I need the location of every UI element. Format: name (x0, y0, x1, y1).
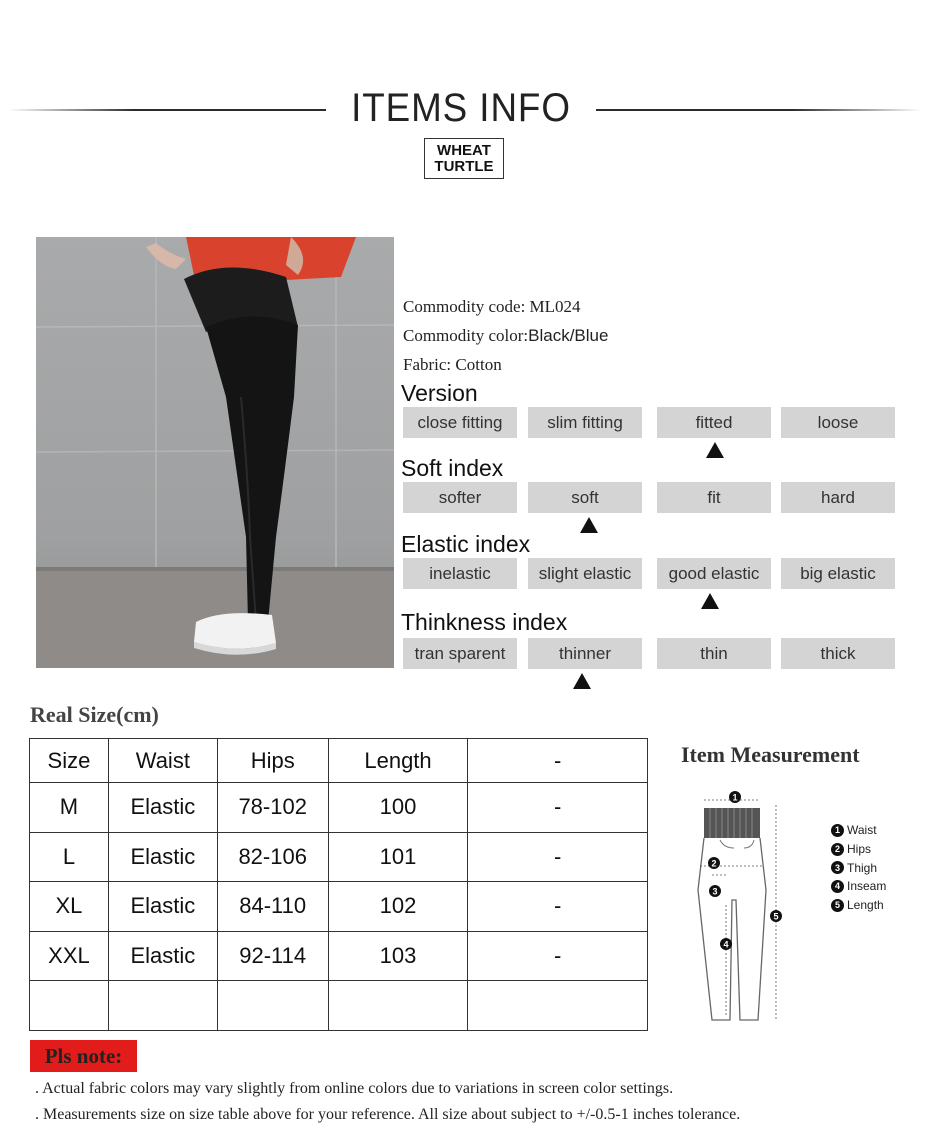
elastic-index-selected-marker (701, 593, 719, 609)
legend-number: 5 (831, 899, 844, 912)
brand-logo (424, 138, 504, 179)
size-table (29, 738, 648, 1031)
size-cell (30, 981, 109, 1031)
legend-item (831, 877, 886, 896)
table-row (30, 931, 648, 981)
hips-cell: 92-114 (217, 931, 328, 981)
legend-label: Length (847, 898, 884, 913)
hips-cell: 78-102 (217, 783, 328, 833)
size-table-header: - (468, 739, 648, 783)
note-badge: Pls note: (30, 1040, 137, 1072)
waist-cell: Elastic (108, 832, 217, 882)
hips-cell: 84-110 (217, 882, 328, 932)
legend-item (831, 840, 886, 859)
elastic-index-option: big elastic (781, 558, 895, 589)
waist-cell: Elastic (108, 931, 217, 981)
commodity-code-label: Commodity code: (403, 297, 526, 316)
version-option: slim fitting (528, 407, 642, 438)
size-cell: XXL (30, 931, 109, 981)
thinkness-index-option: thinner (528, 638, 642, 669)
legend-label: Hips (847, 842, 872, 857)
header-line-left (8, 109, 326, 111)
legend-number: 2 (831, 843, 844, 856)
header-line-right (596, 109, 922, 111)
hips-cell (217, 981, 328, 1031)
length-cell: 103 (328, 931, 468, 981)
size-table-header-row (30, 739, 648, 783)
version-option: close fitting (403, 407, 517, 438)
version-option: fitted (657, 407, 771, 438)
svg-text:1: 1 (732, 792, 738, 803)
measurement-title: Item Measurement (681, 742, 860, 767)
commodity-color-label: Commodity color: (403, 326, 529, 345)
svg-text:2: 2 (711, 858, 717, 869)
size-table-header: Hips (217, 739, 328, 783)
extra-cell: - (468, 783, 648, 833)
length-cell: 100 (328, 783, 468, 833)
product-photo (36, 237, 394, 668)
measurement-legend (831, 821, 886, 914)
svg-text:5: 5 (773, 911, 779, 922)
thinkness-index-selected-marker (573, 673, 591, 689)
length-cell: 101 (328, 832, 468, 882)
elastic-index-title: Elastic index (401, 531, 531, 557)
extra-cell: - (468, 832, 648, 882)
note-line: . Measurements size on size table above for your reference. All size about subject to +/-0.5-1 inches tolerance. (35, 1106, 741, 1123)
soft-index-option: softer (403, 482, 517, 513)
commodity-color (403, 326, 608, 346)
elastic-index-option: slight elastic (528, 558, 642, 589)
soft-index-option: fit (657, 482, 771, 513)
size-table-header: Length (328, 739, 468, 783)
extra-cell: - (468, 882, 648, 932)
thinkness-index-title: Thinkness index (401, 609, 568, 635)
soft-index-option: soft (528, 482, 642, 513)
commodity-code (403, 297, 581, 317)
size-table-header: Size (30, 739, 109, 783)
brand-logo-line2: TURTLE (434, 157, 494, 175)
hips-cell: 82-106 (217, 832, 328, 882)
size-cell: XL (30, 882, 109, 932)
elastic-index-option: good elastic (657, 558, 771, 589)
note-line: . Actual fabric colors may vary slightly from online colors due to variations in screen color settings. (35, 1080, 674, 1097)
svg-text:3: 3 (712, 886, 718, 897)
thinkness-index-option: thick (781, 638, 895, 669)
version-title: Version (401, 380, 478, 406)
legend-label: Waist (847, 823, 877, 838)
table-row (30, 981, 648, 1031)
length-cell: 102 (328, 882, 468, 932)
version-selected-marker (706, 442, 724, 458)
soft-index-title: Soft index (401, 455, 504, 481)
extra-cell (468, 981, 648, 1031)
legend-number: 1 (831, 824, 844, 837)
version-option: loose (781, 407, 895, 438)
extra-cell: - (468, 931, 648, 981)
size-cell: M (30, 783, 109, 833)
table-row (30, 882, 648, 932)
fabric-label: Fabric: (403, 355, 452, 374)
legend-item (831, 821, 886, 840)
thinkness-index-option: tran sparent (403, 638, 517, 669)
fabric (403, 355, 502, 375)
elastic-index-option: inelastic (403, 558, 517, 589)
legend-item (831, 858, 886, 877)
legend-label: Thigh (847, 860, 878, 875)
legend-label: Inseam (847, 879, 887, 894)
pants-diagram (690, 780, 820, 1030)
svg-text:4: 4 (723, 939, 729, 950)
size-table-title: Real Size(cm) (30, 702, 159, 727)
thinkness-index-option: thin (657, 638, 771, 669)
table-row (30, 783, 648, 833)
legend-number: 3 (831, 861, 844, 874)
brand-logo-line1: WHEAT (437, 141, 491, 159)
waist-cell: Elastic (108, 882, 217, 932)
size-cell: L (30, 832, 109, 882)
length-cell (328, 981, 468, 1031)
product-photo-drawing (36, 237, 394, 668)
fabric-value: Cotton (455, 355, 502, 374)
soft-index-selected-marker (580, 517, 598, 533)
size-table-header: Waist (108, 739, 217, 783)
page-title: ITEMS INFO (351, 86, 571, 130)
commodity-code-value: ML024 (529, 297, 581, 316)
commodity-color-value: Black/Blue (528, 326, 609, 345)
legend-number: 4 (831, 880, 844, 893)
table-row (30, 832, 648, 882)
soft-index-option: hard (781, 482, 895, 513)
waist-cell: Elastic (108, 783, 217, 833)
legend-item (831, 896, 886, 915)
waist-cell (108, 981, 217, 1031)
